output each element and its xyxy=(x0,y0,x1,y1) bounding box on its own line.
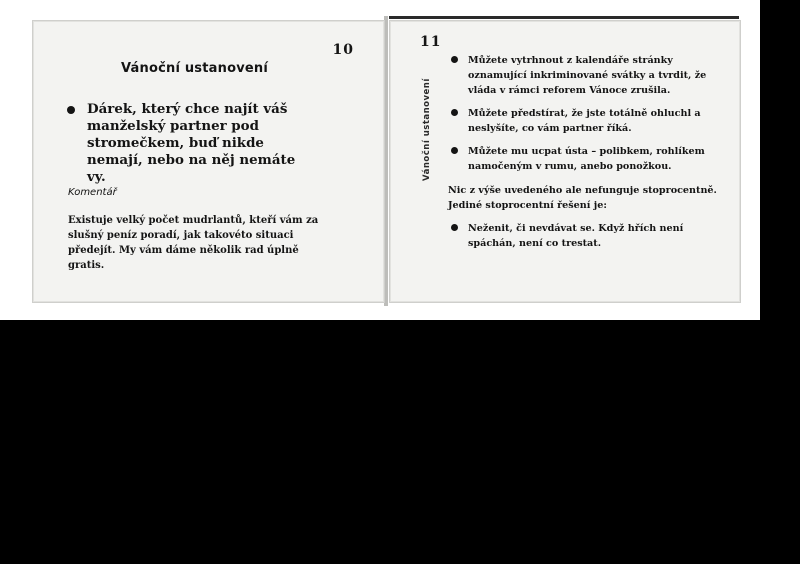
list-item-text: Můžete mu ucpat ústa – polibkem, rohlíkem namočeným v rumu, anebo ponožkou. xyxy=(468,146,705,172)
bullet-icon xyxy=(451,109,458,116)
comment-label: Komentář xyxy=(68,187,117,198)
conclusion-paragraph: Nic z výše uvedeného ale nefunguje stoprocentně. Jediné stoprocentní řešení je: xyxy=(448,185,717,211)
left-page xyxy=(32,20,385,303)
bullet-icon xyxy=(451,224,458,231)
list-item-text: Neženit, či nevdávat se. Když hřích není spáchán, není co trestat. xyxy=(468,223,684,249)
main-bullet-text: Dárek, který chce najít váš manželský partner pod stromečkem, buď nikde nemají, nebo na něj nemáte vy. xyxy=(87,101,296,185)
right-page xyxy=(389,20,741,303)
page-number: 10 xyxy=(332,42,354,58)
page-title: Vánoční ustanovení xyxy=(121,61,269,76)
list-item xyxy=(448,221,718,251)
tips-list xyxy=(448,53,718,182)
list-item xyxy=(448,106,718,136)
bullet-icon xyxy=(451,147,458,154)
list-item xyxy=(448,53,718,98)
final-list xyxy=(448,221,718,259)
bullet-icon xyxy=(67,106,75,114)
side-title: Vánoční ustanovení xyxy=(422,78,432,181)
list-item xyxy=(448,144,718,174)
comment-text: Existuje velký počet mudrlantů, kteří vám za slušný peníz poradí, jak takovéto situaci předejít. My vám dáme několik rad úplně gratis. xyxy=(68,215,319,271)
page-top-edge xyxy=(389,16,739,19)
list-item-text: Můžete vytrhnout z kalendáře stránky oznamující inkriminované svátky a tvrdit, že vláda v rámci reforem Vánoce zrušila. xyxy=(468,55,707,96)
list-item-text: Můžete předstírat, že jste totálně ohluchl a neslyšíte, co vám partner říká. xyxy=(468,108,701,134)
page-number: 11 xyxy=(420,34,442,50)
main-bullet xyxy=(67,101,307,186)
bullet-icon xyxy=(451,56,458,63)
